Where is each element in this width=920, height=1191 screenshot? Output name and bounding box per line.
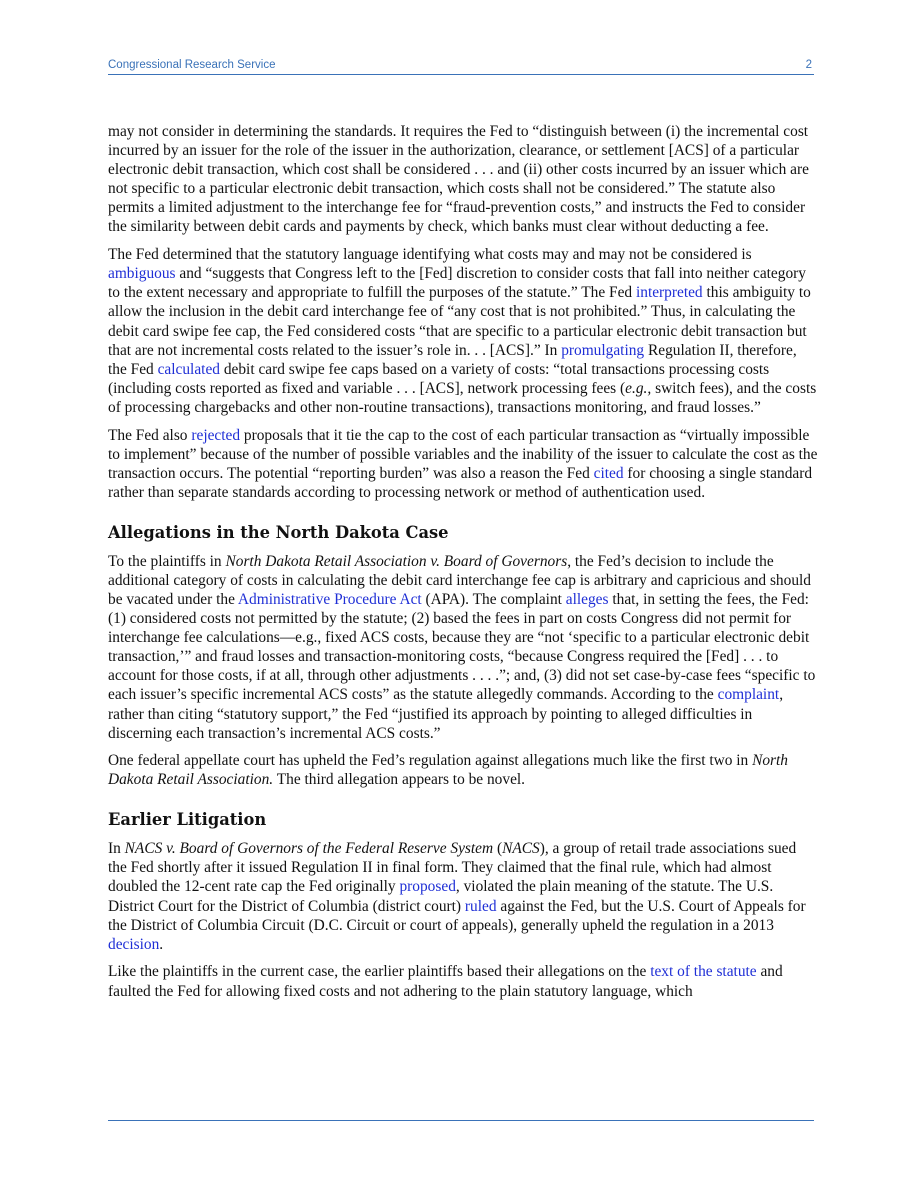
header-org-name: Congressional Research Service: [108, 59, 276, 71]
paragraph-2: The Fed determined that the statutory language identifying what costs may and may not be considered is ambiguous and “suggests that Congress left to the [Fed] discretion to consider costs that fall into neither category to the extent necessary and appropriate to fulfill the purposes of the statute.” The Fed interpreted this ambiguity to allow the inclusion in the debit card interchange fee of “any cost that is not prohibited.” Thus, in calculating the debit card swipe fee cap, the Fed considered costs “that are specific to a particular electronic debit transaction but that are not incremental costs related to the issuer’s role in. . . [ACS].” In promulgating Regulation II, therefore, the Fed calculated debit card swipe fee caps based on a variety of costs: “total transactions processing costs (including costs reported as fixed and variable . . . [ACS], network processing fees (e.g., switch fees), and the costs of processing chargebacks and other non-routine transactions), transactions monitoring, and fraud losses.”: [108, 246, 817, 416]
link-complaint[interactable]: complaint: [717, 686, 780, 704]
link-interpreted[interactable]: interpreted: [635, 284, 703, 302]
paragraph-1: may not consider in determining the standards. It requires the Fed to “distinguish between (i) the incremental cost incurred by an issuer for the role of the issuer in the authorization, clearance, or settlement [ACS] of a particular electronic debit transaction, which cost shall be considered . . . and (ii) other costs incurred by an issuer which are not specific to a particular electronic debit transaction, which costs shall not be considered.” The statute also permits a limited adjustment to the interchange fee for “fraud-prevention costs,” and instructs the Fed to consider the similarity between debit cards and payments by check, which banks must clear without deducting a fee.: [108, 123, 809, 236]
link-alleges[interactable]: alleges: [565, 590, 609, 608]
link-proposed[interactable]: proposed: [399, 878, 456, 896]
link-rejected[interactable]: rejected: [191, 426, 241, 444]
link-administrative-procedure-act[interactable]: Administrative Procedure Act: [237, 590, 422, 608]
link-ambiguous[interactable]: ambiguous: [108, 265, 176, 283]
footer-rule: [108, 1120, 814, 1121]
link-cited[interactable]: cited: [593, 464, 624, 482]
link-text-of-the-statute[interactable]: text of the statute: [650, 963, 757, 981]
paragraph-5: One federal appellate court has upheld the Fed’s regulation against allegations much like the first two in North Dakota Retail Association. The third allegation appears to be novel.: [108, 752, 788, 789]
link-ruled[interactable]: ruled: [464, 897, 497, 915]
running-header: [108, 58, 814, 74]
page-number: 2: [805, 59, 812, 71]
paragraph-3: The Fed also rejected proposals that it tie the cap to the cost of each particular transaction as “virtually impossible to implement” because of the number of possible variables and the inability of the issuer to calculate the cost as the transaction occurs. The potential “reporting burden” was also a reason the Fed cited for choosing a single standard rather than separate standards according to processing network or method of authentication used.: [108, 426, 818, 501]
paragraph-4: To the plaintiffs in North Dakota Retail Association v. Board of Governors, the Fed’s decision to include the additional category of costs in calculating the debit card interchange fee cap is arbitrary and capricious and should be vacated under the Administrative Procedure Act (APA). The complaint alleges that, in setting the fees, the Fed: (1) considered costs not permitted by the statute; (2) based the fees in part on costs Congress did not permit for interchange fee calculations—e.g., fixed ACS costs, because they are “not ‘specific to a particular electronic debit transaction,’” and fraud losses and transaction-monitoring costs, “because Congress required the [Fed] . . . to account for those costs, if at all, through other adjustments . . . .”; and, (3) did not set case-by-case fees “specific to each issuer’s specific incremental ACS costs” as the statute allegedly commands. According to the complaint, rather than citing “statutory support,” the Fed “justified its approach by pointing to alleged difficulties in discerning each transaction’s incremental ACS costs.”: [108, 552, 816, 742]
section-heading-allegations: Allegations in the North Dakota Case: [108, 522, 449, 542]
paragraph-6: In NACS v. Board of Governors of the Federal Reserve System (NACS), a group of retail trade associations sued the Fed shortly after it issued Regulation II in final form. They claimed that the final rule, which had almost doubled the 12-cent rate cap the Fed originally proposed, violated the plain meaning of the statute. The U.S. District Court for the District of Columbia (district court) ruled against the Fed, but the U.S. Court of Appeals for the District of Columbia Circuit (D.C. Circuit or court of appeals), generally upheld the regulation in a 2013 decision.: [108, 840, 806, 953]
header-rule: [108, 74, 814, 75]
link-decision[interactable]: decision: [108, 935, 160, 953]
link-promulgating[interactable]: promulgating: [561, 341, 645, 359]
paragraph-7: Like the plaintiffs in the current case, the earlier plaintiffs based their allegations on the text of the statute and faulted the Fed for allowing fixed costs and not adhering to the plain statutory language, which: [108, 963, 783, 1000]
link-calculated[interactable]: calculated: [157, 360, 220, 378]
document-body: [108, 122, 818, 1009]
section-heading-earlier-litigation: Earlier Litigation: [108, 810, 267, 830]
